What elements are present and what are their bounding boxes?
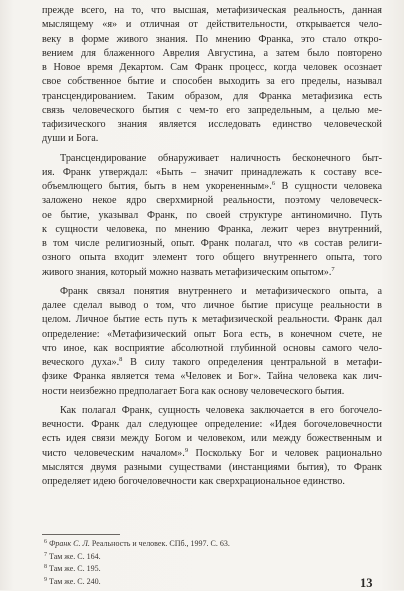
footnote-mark: 8 xyxy=(44,564,47,571)
text-line: Как полагал Франк, сущность человека заключается в его богочело- xyxy=(60,404,382,416)
text-line: вечности. Франк дал следующее определение: «Идея богочеловечности xyxy=(42,419,382,430)
text-line xyxy=(42,266,382,280)
text-line: свое собственное бытие и способен выходить за его пределы, называл xyxy=(42,76,382,88)
text-line: к сущности человека, по мнению Франка, лежит через внутренний, xyxy=(42,223,382,235)
text-line: трансцендированием. Таким образом, для Франка метафизика есть xyxy=(42,90,382,102)
text-line: мыслящему «я» и отличная от действительности, открывается чело- xyxy=(42,19,382,31)
text-line: прежде всего, на то, что высшая, метафизическая реальность, данная xyxy=(42,5,382,16)
text-line: целом. Личное бытие есть путь к метафизической реальности. Франк дал xyxy=(42,314,382,326)
text-line: заложено некое ядро сверхмирной реальности, поэтому человеческ- xyxy=(42,195,382,207)
text-line: ия. Франк утверждал: «Быть – значит принадлежать к составу все- xyxy=(42,166,382,178)
text-line: ности неизбежно предполагает Бога как основу человеческого бытия. xyxy=(42,385,345,397)
text-line: что иное, как восприятие абсолютной глубинной основы самого чело- xyxy=(42,342,382,354)
body-text xyxy=(42,4,382,489)
text-line: веку в форме живого знания. По мнению Франка, это стало откро- xyxy=(42,33,382,45)
text-line-part: Поскольку Бог и человек рационально xyxy=(188,447,382,459)
footnote-text: Там же. С. 240. xyxy=(49,576,101,586)
paragraph xyxy=(42,404,382,490)
footnote-mark: 9 xyxy=(44,576,47,583)
page-number: 13 xyxy=(360,576,373,590)
footnote-ref: 7 xyxy=(331,265,335,273)
text-line: определение: «Метафизический опыт Бога есть, в конечном счете, не xyxy=(42,328,382,340)
text-line-part: В силу такого определения центральной в метафи- xyxy=(122,357,382,368)
footnotes xyxy=(44,537,344,587)
text-line: Франк связал понятия внутреннего и метафизического опыта, а xyxy=(60,285,382,297)
text-line: определяет идею богочеловечности как сверхрациональное единство. xyxy=(42,476,345,487)
footnote-mark: 7 xyxy=(44,551,47,558)
text-line-part: объемлющего бытия, быть в нем укорененным». xyxy=(42,181,272,192)
footnote-text: Там же. С. 195. xyxy=(49,564,101,574)
text-line: Трансцендирование обнаруживает наличность бесконечного быт- xyxy=(60,152,382,164)
footnote-mark: 6 xyxy=(44,539,47,545)
text-line: тафизического знания является исследовать единство человеческой xyxy=(42,119,382,130)
text-line: далее сделал вывод о том, что личное бытие присуще реальности в xyxy=(42,300,382,311)
text-line: озного опыта входит элемент того общего внутреннего опыта, того xyxy=(42,252,382,264)
text-line-part: веческого духа». xyxy=(42,357,120,368)
footnote xyxy=(44,537,344,550)
text-line: ое бытие, указывал Франк, по своей структуре антиномично. Путь xyxy=(42,209,382,221)
footnote-author: Франк С. Л. xyxy=(49,539,90,548)
text-line-part: В сущности человека xyxy=(275,181,382,192)
paragraph xyxy=(42,4,382,147)
text-line: связь человеческого бытия с чем-то его запредельным, а целью ме- xyxy=(42,104,382,116)
text-line xyxy=(42,180,382,194)
text-line xyxy=(42,356,382,370)
paragraph xyxy=(42,152,382,280)
text-line: фзике Франка является тема «Человек и Бог». Тайна человека как лич- xyxy=(42,371,382,383)
footnote xyxy=(44,550,344,563)
footnote-ref: 8 xyxy=(119,356,123,363)
footnote xyxy=(44,562,344,575)
text-line: в Новое время Декартом. Сам Франк процесс, когда человек осознает xyxy=(42,62,382,73)
text-line: вением для блаженного Аврелия Августина, а затем было повторено xyxy=(42,47,382,59)
text-line xyxy=(42,447,382,461)
text-line: мыслятся двумя разными существами (инстанциями бытия), то Франк xyxy=(42,461,382,473)
text-line: есть идея связи между Богом и человеком, или между божественным и xyxy=(42,433,382,445)
text-line-part: чисто человеческим началом». xyxy=(42,447,185,459)
footnote xyxy=(44,575,344,588)
footnote-ref: 9 xyxy=(184,446,189,454)
footnote-divider xyxy=(42,534,120,535)
text-line: души и Бога. xyxy=(42,133,99,145)
paragraph xyxy=(42,285,382,399)
footnote-text: Реальность и человек. СПб., 1997. С. 63. xyxy=(89,539,230,548)
footnote-ref: 6 xyxy=(271,180,276,187)
footnote-text: Там же. С. 164. xyxy=(49,551,101,561)
text-line-part: живого знания, который можно назвать метафизическим опытом». xyxy=(42,266,332,278)
text-line: в том числе религиозный, опыт. Франк полагал, что «в состав религи- xyxy=(42,238,382,249)
